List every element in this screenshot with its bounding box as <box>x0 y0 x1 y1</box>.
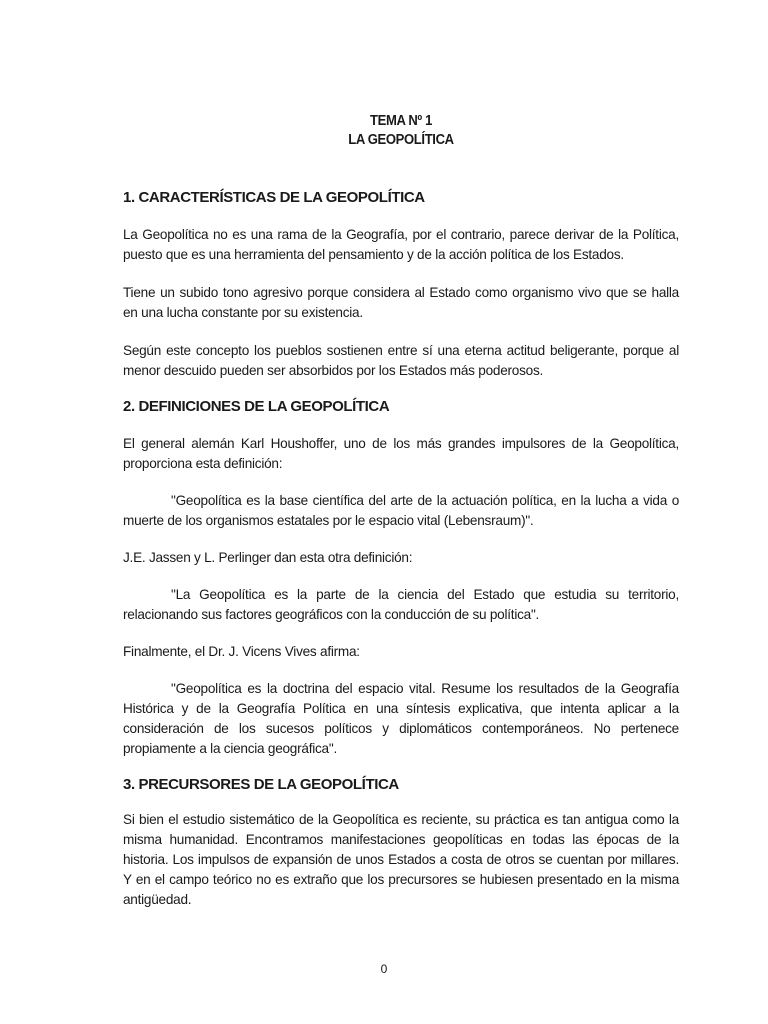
section-1-heading: 1. CARACTERÍSTICAS DE LA GEOPOLÍTICA <box>123 189 425 206</box>
document-title-subject: LA GEOPOLÍTICA <box>348 132 454 148</box>
section-3-heading: 3. PRECURSORES DE LA GEOPOLÍTICA <box>123 776 399 793</box>
section-2-paragraph-1: El general alemán Karl Houshoffer, uno de los más grandes impulsores de la Geopolítica, proporciona esta definición: <box>123 436 679 471</box>
section-1-paragraph-2: Tiene un subido tono agresivo porque considera al Estado como organismo vivo que se halla en una lucha constante por su existencia. <box>123 285 679 320</box>
page-number: 0 <box>380 962 388 976</box>
section-2-heading: 2. DEFINICIONES DE LA GEOPOLÍTICA <box>123 398 390 415</box>
section-1-paragraph-1: La Geopolítica no es una rama de la Geografía, por el contrario, parece derivar de la Política, puesto que es una herramienta del pensamiento y de la acción política de los Estados. <box>123 227 679 262</box>
section-2-quote-1: "Geopolítica es la base científica del arte de la actuación política, en la lucha a vida o muerte de los organismos estatales por le espacio vital (Lebensraum)". <box>123 493 679 528</box>
section-1-paragraph-3: Según este concepto los pueblos sostienen entre sí una eterna actitud beligerante, porque al menor descuido pueden ser absorbidos por los Estados más poderosos. <box>123 343 679 378</box>
document-body <box>123 112 679 910</box>
section-2-quote-3: "Geopolítica es la doctrina del espacio vital. Resume los resultados de la Geografía Histórica y de la Geografía Política en una síntesis explicativa, que intenta aplicar a la consideración de los sucesos políticos y diplomáticos contemporáneos. No pertenece propiamente a la ciencia geográfica". <box>123 681 679 756</box>
section-3-paragraph-1: Si bien el estudio sistemático de la Geopolítica es reciente, su práctica es tan antigua como la misma humanidad. Encontramos manifestaciones geopolíticas en todas las épocas de la historia. Los impulsos de expansión de unos Estados a costa de otros se cuentan por millares. Y en el campo teórico no es extraño que los precursores se hubiesen presentado en la misma antigüedad. <box>123 812 679 907</box>
document-title-topic: TEMA Nº 1 <box>370 113 432 129</box>
section-2-quote-2: "La Geopolítica es la parte de la ciencia del Estado que estudia su territorio, relacionando sus factores geográficos con la conducción de su política". <box>123 587 679 622</box>
section-2-paragraph-2: J.E. Jassen y L. Perlinger dan esta otra definición: <box>123 550 413 565</box>
section-2-paragraph-3: Finalmente, el Dr. J. Vicens Vives afirma: <box>123 644 360 659</box>
